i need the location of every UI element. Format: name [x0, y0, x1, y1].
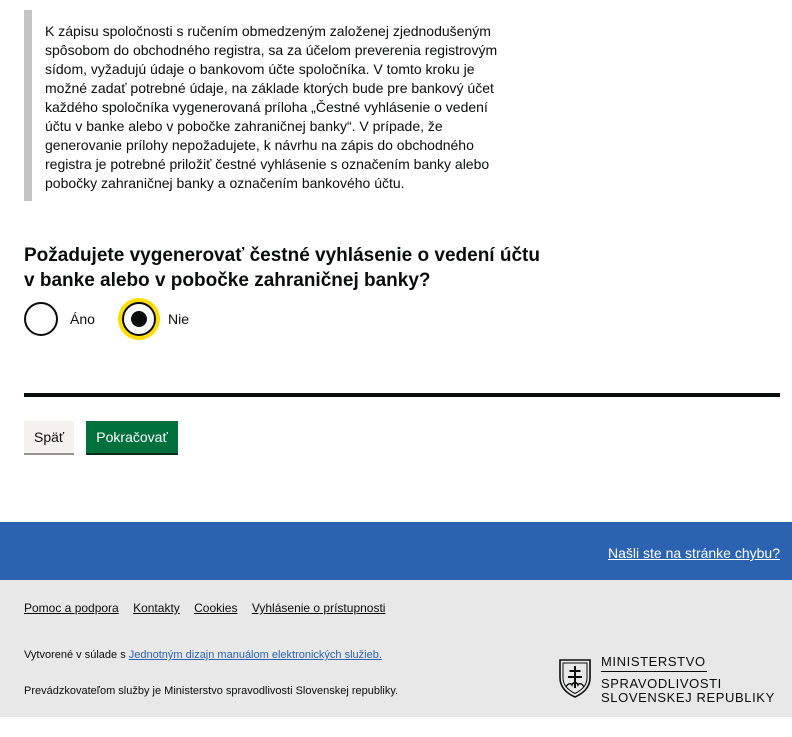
inset-paragraph: K zápisu spoločnosti s ručením obmedzeným založenej zjednodušeným spôsobom do obchodného registra, sa za účelom preverenia registrovým sídom, vyžadujú údaje o bankovom účte spoločníka. V tomto kroku je možné zadať potrebné údaje, na základe ktorých bude pre bankový účet každého spoločníka vygenerovaná príloha „Čestné vyhlásenie o vedení účtu v banke alebo v pobočke zahraničnej banky“. V prípade, že generovanie prílohy nepožadujete, k návrhu na zápis do obchodného registra je potrebné priložiť čestné vyhlásenie s označením banky alebo pobočky zahraničnej banky a označením bankového účtu.: [45, 23, 498, 191]
question-heading: [24, 243, 544, 293]
radio-label-ano: Áno: [70, 311, 95, 327]
footer-report-bar: [0, 522, 792, 580]
section-divider: [24, 393, 780, 397]
logo-text-republiky: SLOVENSKEJ REPUBLIKY: [601, 690, 775, 705]
radio-circle-ano[interactable]: [24, 302, 58, 336]
radio-label-nie: Nie: [168, 311, 190, 327]
design-manual-link[interactable]: Jednotným dizajn manuálom elektronických služieb.: [128, 649, 382, 661]
footer-links: [24, 601, 396, 615]
radio-option-nie[interactable]: [122, 302, 202, 338]
question-line-2: v banke alebo v pobočke zahraničnej banky?: [24, 270, 431, 291]
inset-text-block: [24, 10, 514, 201]
footer-link-cookies[interactable]: Cookies: [194, 601, 238, 615]
radio-selected-dot: [131, 311, 147, 327]
logo-text-spravodlivosti: SPRAVODLIVOSTI: [601, 676, 722, 691]
logo-divider: [601, 671, 707, 672]
footer-link-contacts[interactable]: Kontakty: [133, 601, 180, 615]
continue-button[interactable]: Pokračovať: [86, 421, 178, 453]
ministry-logo[interactable]: [558, 652, 780, 712]
radio-circle-nie[interactable]: [122, 302, 156, 336]
footer-design-prefix: Vytvorené v súlade s: [24, 649, 129, 661]
footer-link-help[interactable]: Pomoc a podpora: [24, 601, 119, 615]
report-error-link[interactable]: Našli ste na stránke chybu?: [608, 545, 780, 561]
footer: [0, 580, 792, 717]
coat-of-arms-icon: [558, 658, 592, 698]
footer-operator: Prevádzkovateľom služby je Ministerstvo spravodlivosti Slovenskej republiky.: [24, 685, 399, 697]
footer-design-note: [24, 649, 382, 661]
footer-link-accessibility[interactable]: Vyhlásenie o prístupnosti: [251, 601, 386, 615]
logo-text-ministerstvo: MINISTERSTVO: [601, 654, 706, 669]
back-button[interactable]: Späť: [24, 421, 74, 453]
question-line-1: Požadujete vygenerovať čestné vyhlásenie o vedení účtu: [24, 245, 540, 266]
radio-option-ano[interactable]: [24, 302, 104, 338]
